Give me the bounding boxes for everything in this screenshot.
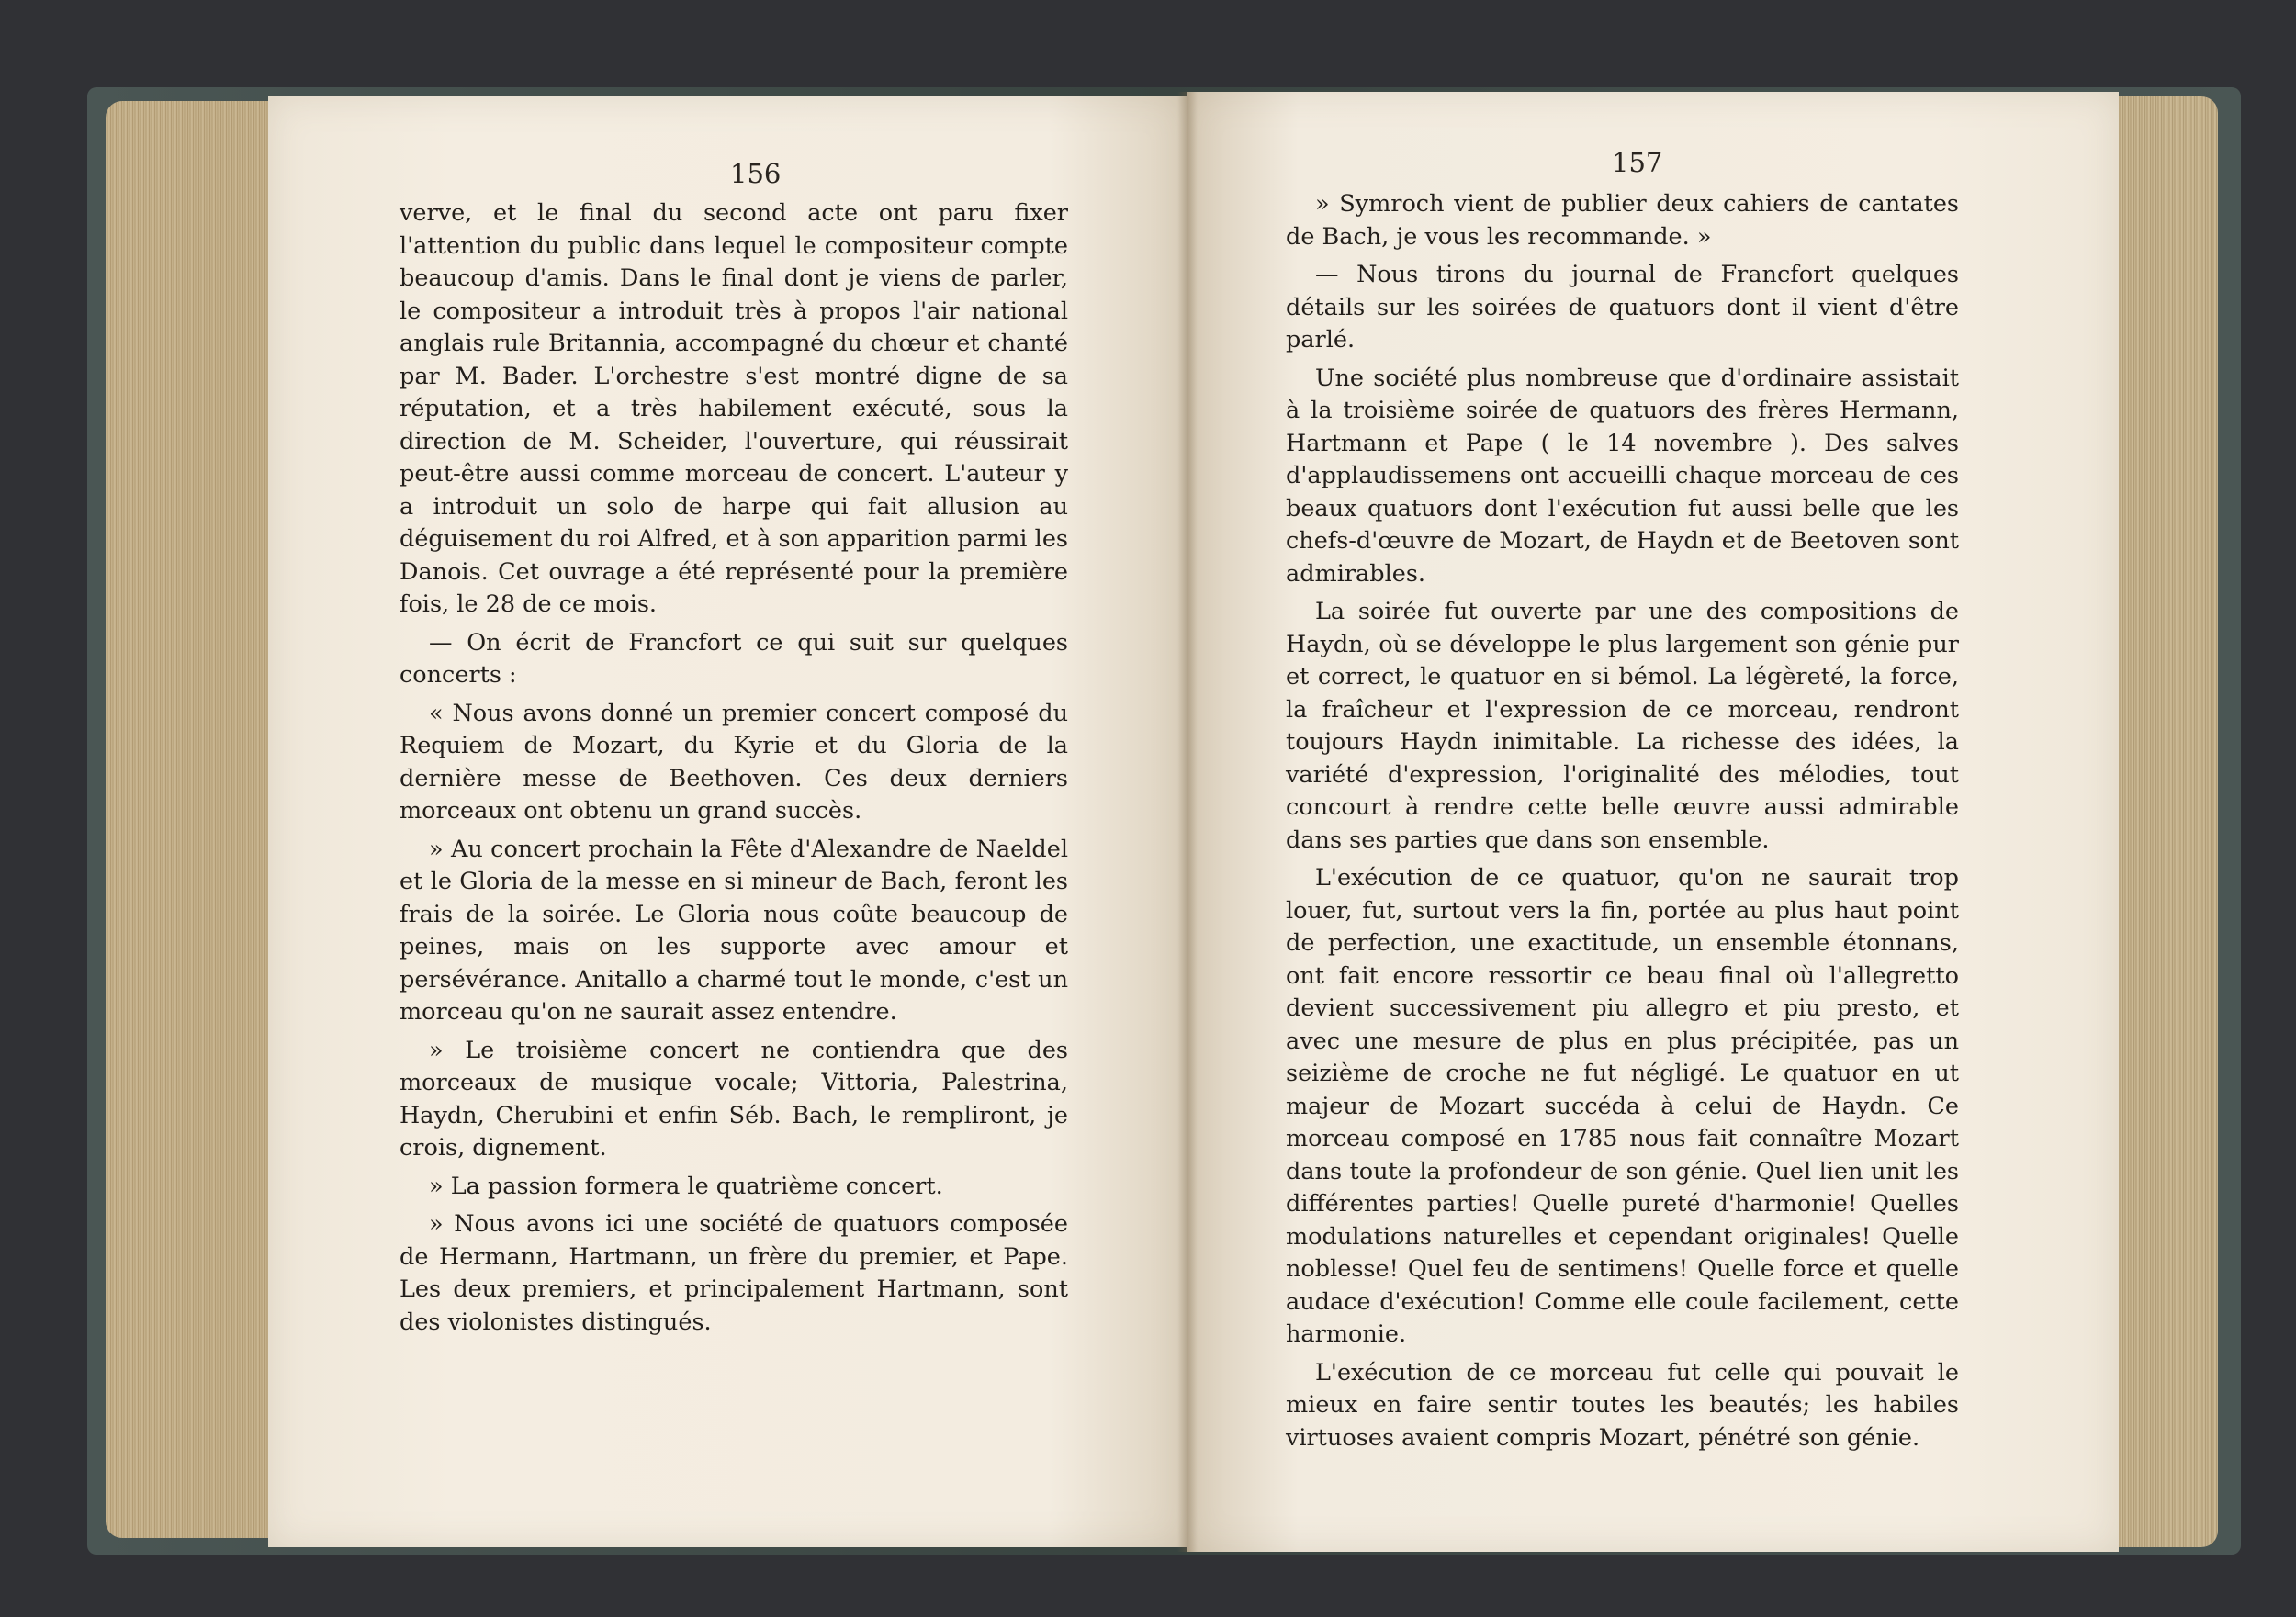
paragraph: Une société plus nombreuse que d'ordinaire assistait à la troisième soirée de quatuors des frères Hermann, Hartmann et Pape ( le 14 novembre ). Des salves d'applaudissemens ont accueilli chaque morceau de ces beaux quatuors dont l'exécution fut aussi belle que les chefs-d'œuvre de Mozart, de Haydn et de Beetoven sont admirables. — [1286, 364, 1959, 588]
paragraph: La soirée fut ouverte par une des compositions de Haydn, où se développe le plus largement son génie pur et correct, le quatuor en si bémol. La légèreté, la force, la fraîcheur et l'expression de ce morceau, rendront toujours Haydn inimitable. La richesse des idées, la variété d'expression, l'originalité des mélodies, tout concourt à rendre cette belle œuvre aussi admirable dans ses parties que dans son ensemble. — [1286, 598, 1959, 854]
paragraph: » La passion formera le quatrième concert. — [429, 1172, 943, 1200]
left-page-text — [400, 197, 1068, 1344]
page-number-left: 156 — [730, 158, 782, 189]
right-page-text — [1286, 188, 1959, 1460]
paragraph: verve, et le final du second acte ont paru fixer l'attention du public dans lequel le compositeur compte beaucoup d'amis. Dans le final dont je viens de parler, le compositeur a introduit très à propos l'air national anglais rule Britannia, accompagné du chœur et chanté par M. Bader. L'orchestre s'est montré digne de sa réputation, et a très habilement exécuté, sous la direction de M. Scheider, l'ouverture, qui réussirait peut-être aussi comme morceau de concert. L'auteur y a introduit un solo de harpe qui fait allusion au déguisement du roi Alfred, et à son apparition parmi les Danois. Cet ouvrage a été représenté pour la première fois, le 28 de ce mois. — [400, 199, 1068, 618]
book-gutter — [1177, 92, 1198, 1552]
page-number-right: 157 — [1612, 147, 1663, 178]
paragraph: — Nous tirons du journal de Francfort quelques détails sur les soirées de quatuors dont il vient d'être parlé. — [1286, 261, 1959, 354]
paragraph: » Nous avons ici une société de quatuors composée de Hermann, Hartmann, un frère du premier, et Pape. Les deux premiers, et principalement Hartmann, sont des violonistes distingués. — [400, 1210, 1068, 1336]
paragraph: — On écrit de Francfort ce qui suit sur quelques concerts : — [400, 628, 1068, 689]
page-edges-right — [2112, 96, 2218, 1547]
paragraph: » Le troisième concert ne contiendra que des morceaux de musique vocale; Vittoria, Palestrina, Haydn, Cherubini et enfin Séb. Bach, le rempliront, je crois, dignement. — [400, 1036, 1068, 1162]
page-edges-left — [106, 101, 276, 1538]
paragraph: » Au concert prochain la Fête d'Alexandre de Naeldel et le Gloria de la messe en si mineur de Bach, feront les frais de la soirée. Le Gloria nous coûte beaucoup de peines, mais on les supporte avec amour et persévérance. Anitallo a charmé tout le monde, c'est un morceau qu'on ne saurait assez entendre. — [400, 835, 1068, 1026]
paragraph: L'exécution de ce morceau fut celle qui pouvait le mieux en faire sentir toutes les beautés; les habiles virtuoses avaient compris Mozart, pénétré son génie. — [1286, 1358, 1959, 1452]
paragraph: L'exécution de ce quatuor, qu'on ne saurait trop louer, fut, surtout vers la fin, portée au plus haut point de perfection, une exactitude, un ensemble étonnans, ont fait encore ressortir ce beau final où l'allegretto devient successivement piu allegro et piu presto, et avec une mesure de plus en plus précipitée, pas un seizième de croche ne fut négligé. Le quatuor en ut majeur de Mozart succéda à celui de Haydn. Ce morceau composé en 1785 nous fait connaître Mozart dans toute la profondeur de son génie. Quel lien unit les différentes parties! Quelle pureté d'harmonie! Quelles modulations naturelles et cependant originales! Quelle noblesse! Quel feu de sentimens! Quelle force et quelle audace d'exécution! Comme elle coule facilement, cette harmonie. — [1286, 864, 1959, 1348]
paragraph: « Nous avons donné un premier concert composé du Requiem de Mozart, du Kyrie et du Gloria de la dernière messe de Beethoven. Ces deux derniers morceaux ont obtenu un grand succès. — [400, 699, 1068, 825]
paragraph: » Symroch vient de publier deux cahiers de cantates de Bach, je vous les recommande. » — [1286, 190, 1959, 251]
